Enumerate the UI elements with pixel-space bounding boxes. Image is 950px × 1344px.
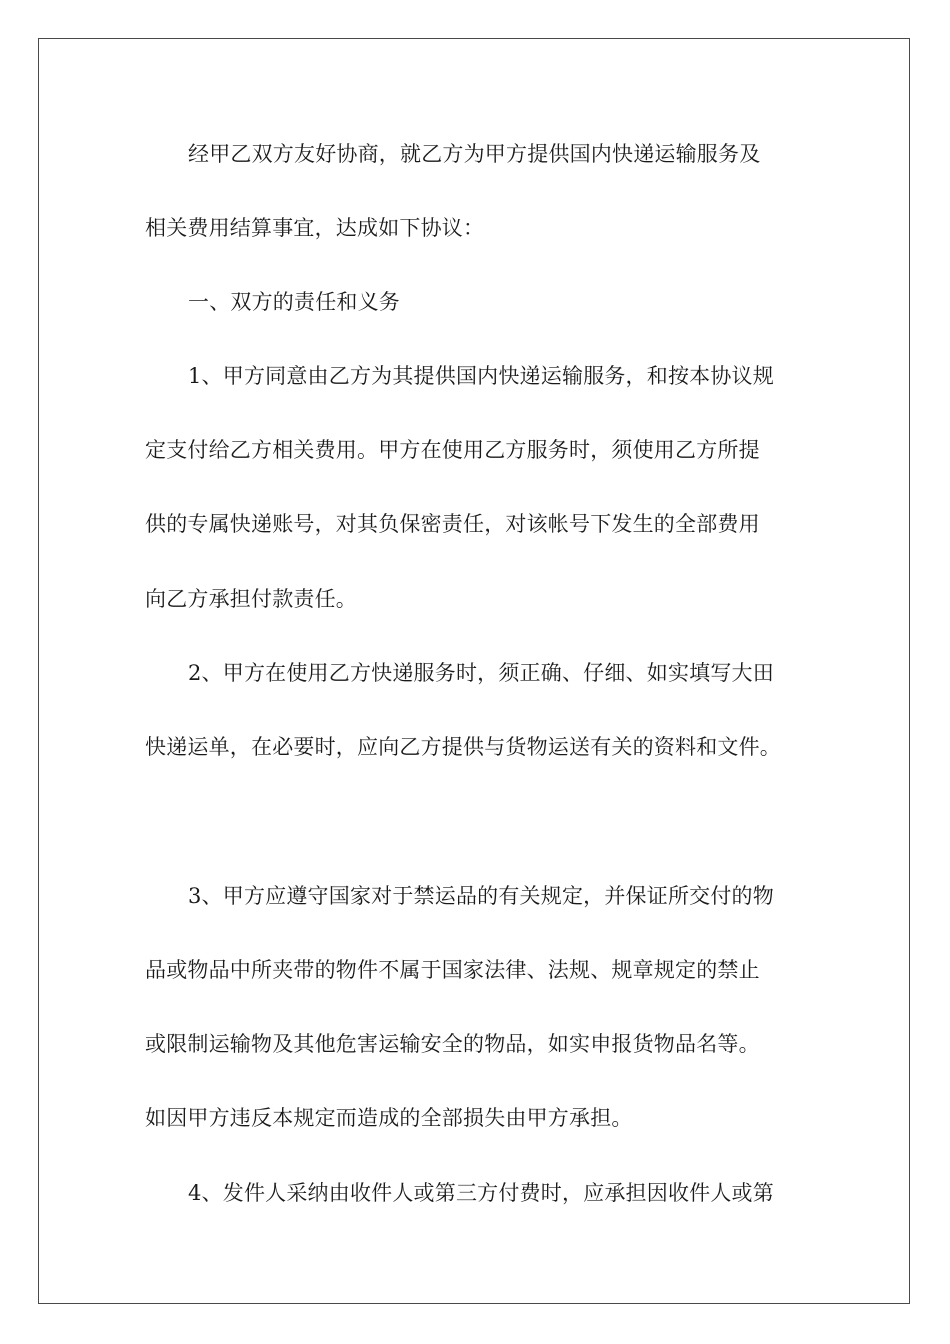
clause-1-line-2: 定支付给乙方相关费用。甲方在使用乙方服务时，须使用乙方所提 [145, 438, 760, 462]
clause-1-line-1: 1、甲方同意由乙方为其提供国内快递运输服务，和按本协议规 [188, 364, 774, 388]
clause-2-line-2: 快递运单，在必要时，应向乙方提供与货物运送有关的资料和文件。 [145, 735, 781, 759]
clause-3-line-1: 3、甲方应遵守国家对于禁运品的有关规定，并保证所交付的物 [188, 884, 774, 908]
clause-3-line-4: 如因甲方违反本规定而造成的全部损失由甲方承担。 [145, 1106, 633, 1130]
paragraph-intro-line-2: 相关费用结算事宜，达成如下协议： [145, 216, 485, 240]
clause-2-line-1: 2、甲方在使用乙方快递服务时，须正确、仔细、如实填写大田 [188, 661, 774, 685]
clause-1-line-3: 供的专属快递账号，对其负保密责任，对该帐号下发生的全部费用 [145, 512, 760, 536]
section-heading-responsibilities: 一、双方的责任和义务 [188, 290, 400, 314]
paragraph-intro-line-1: 经甲乙双方友好协商，就乙方为甲方提供国内快递运输服务及 [188, 142, 761, 166]
clause-1-line-4: 向乙方承担付款责任。 [145, 587, 357, 611]
clause-4-line-1: 4、发件人采纳由收件人或第三方付费时，应承担因收件人或第 [188, 1181, 774, 1205]
clause-3-line-3: 或限制运输物及其他危害运输安全的物品，如实申报货物品名等。 [145, 1032, 760, 1056]
clause-3-line-2: 品或物品中所夹带的物件不属于国家法律、法规、规章规定的禁止 [145, 958, 760, 982]
